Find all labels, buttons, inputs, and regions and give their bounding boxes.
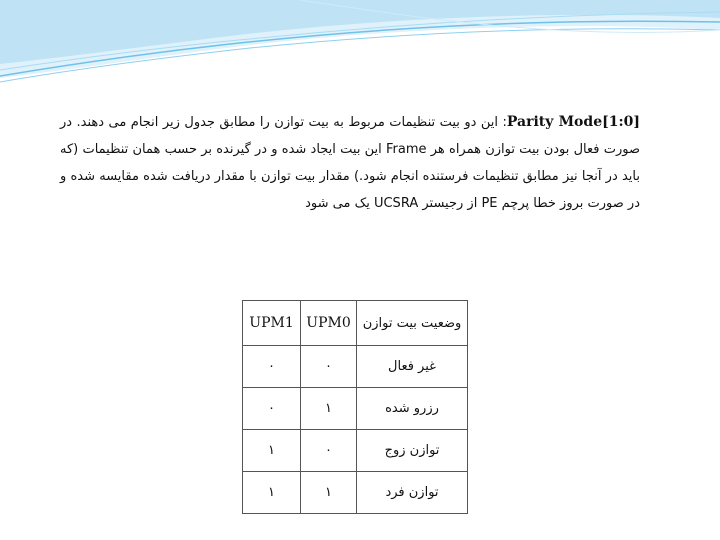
parity-mode-table <box>242 300 468 514</box>
cell-upm0: ۰ <box>301 430 357 472</box>
cell-parity-status: توازن فرد <box>357 472 468 514</box>
table-row <box>243 346 468 388</box>
parity-mode-description: : این دو بیت تنظیمات مربوط به بیت توازن را مطابق جدول زیر انجام می دهند. در صورت فعال بودن بیت توازن همراه هر Frame این بیت ایجاد شده و در گیرنده بر حسب همان تنظیمات (که باید در آنجا نیز مطابق تنظیمات فرستنده انجام شود.) مقدار بیت توازن با مقدار دریافت شده مقایسه شده و در صورت بروز خطا پرچم PE از رجیستر UCSRA یک می شود <box>60 115 640 211</box>
column-header-parity-status: وضعیت بیت توازن <box>357 301 468 346</box>
cell-parity-status: توازن زوج <box>357 430 468 472</box>
document-excerpt <box>60 90 650 515</box>
table-row <box>243 472 468 514</box>
cell-upm0: ۱ <box>301 388 357 430</box>
cell-upm0: ۰ <box>301 346 357 388</box>
cell-parity-status: رزرو شده <box>357 388 468 430</box>
column-header-upm0: UPM0 <box>301 301 357 346</box>
parity-mode-paragraph <box>60 109 640 217</box>
parity-mode-lead: Parity Mode[1:0] <box>506 114 640 130</box>
header-swoosh-decoration <box>0 0 720 100</box>
cell-upm1: ۱ <box>243 472 301 514</box>
cell-upm1: ۰ <box>243 346 301 388</box>
column-header-upm1: UPM1 <box>243 301 301 346</box>
table-row <box>243 430 468 472</box>
cell-parity-status: غیر فعال <box>357 346 468 388</box>
table-row <box>243 388 468 430</box>
cell-upm1: ۱ <box>243 430 301 472</box>
cell-upm0: ۱ <box>301 472 357 514</box>
table-header-row <box>243 301 468 346</box>
cell-upm1: ۰ <box>243 388 301 430</box>
